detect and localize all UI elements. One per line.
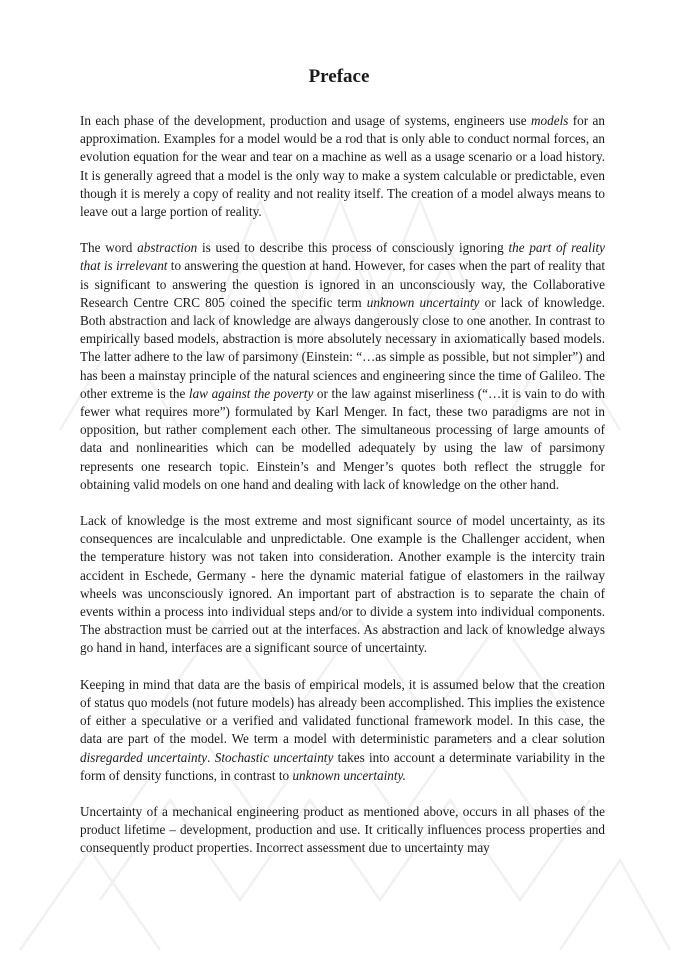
paragraph: [80, 239, 605, 494]
paragraph: [80, 803, 605, 858]
text-run: Lack of knowledge is the most extreme and most significant source of model uncertainty, as its consequences are incalculable and unpredictable. One example is the Challenger accident, when the temperature history was not taken into consideration. Another example is the intercity train accident in Eschede, Germany - here the dynamic material fatigue of elastomers in the railway wheels was unconsciously ignored. An important part of abstraction is to separate the chain of events within a process into individual steps and/or to divide a system into individual components. The abstraction must be carried out at the interfaces. As abstraction and lack of knowledge always go hand in hand, interfaces are a significant source of uncertainty.: [80, 513, 605, 656]
text-run: or the law against miserliness (“…it is vain to do with fewer what requires more”) formulated by Karl Menger. In fact, these two paradigms are not in opposition, but rather complement each other. The simultaneous processing of large amounts of data and nonlinearities which can be modelled adequately by using the law of parsimony represents one research topic. Einstein’s and Menger’s quotes both reflect the struggle for obtaining valid models on one hand and dealing with lack of knowledge on the other hand.: [80, 385, 605, 492]
text-run: or lack of knowledge. Both abstraction and lack of knowledge are always dangerously close to one another. In contrast to empirically based models, abstraction is more absolutely necessary in axiomatically based models. The latter adhere to the law of parsimony (Einstein: “…as simple as possible, but not simpler”) and has been a mainstay principle of the natural sciences and engineering since the time of Galileo. The other extreme is the: [80, 294, 605, 401]
text-run: for an approximation. Examples for a model would be a rod that is only able to conduct normal forces, an evolution equation for the wear and tear on a machine as well as a usage scenario or a load history. It is generally agreed that a model is the only way to make a system calculable or predictable, even though it is merely a copy of reality and not reality itself. The creation of a model always means to leave out a large portion of reality.: [80, 113, 605, 220]
text-run: takes into account a determinate variability in the form of density functions, in contrast to: [80, 749, 606, 783]
text-run: .: [207, 749, 215, 765]
italic-term: abstraction: [137, 240, 198, 256]
italic-term: the part of reality that is irrelevant: [80, 240, 605, 274]
preface-body: [80, 112, 605, 876]
italic-term: Stochastic uncertainty: [214, 749, 334, 765]
text-run: Keeping in mind that data are the basis of empirical models, it is assumed below that the creation of status quo models (not future models) has already been accomplished. This implies the existence of either a speculative or a verified and validated functional framework model. In this case, the data are part of the model. We term a model with deterministic parameters and a clear solution: [80, 676, 605, 747]
text-run: is used to describe this process of consciously ignoring: [197, 240, 509, 256]
paragraph: [80, 676, 605, 785]
italic-term: disregarded uncertainty: [80, 749, 208, 765]
italic-term: models: [531, 113, 569, 128]
italic-term: law against the poverty: [188, 385, 314, 401]
italic-term: unknown uncertainty: [366, 294, 480, 310]
text-run: Uncertainty of a mechanical engineering product as mentioned above, occurs in all phases of the product lifetime – development, production and use. It critically influences process properties and consequently product properties. Incorrect assessment due to uncertainty may: [80, 803, 605, 856]
italic-term: unknown uncertainty.: [292, 767, 406, 783]
paragraph: [80, 112, 605, 221]
page-title: Preface: [308, 66, 370, 87]
text-run: to answering the question at hand. However, for cases when the part of reality that is significant to answering the question is ignored in an unconsciously way, the Collaborative Research Centre CRC 805 coined the specific term: [80, 258, 605, 310]
text-run: In each phase of the development, production and usage of systems, engineers use: [80, 113, 532, 128]
paragraph: [80, 512, 605, 658]
text-run: The word: [80, 240, 138, 256]
